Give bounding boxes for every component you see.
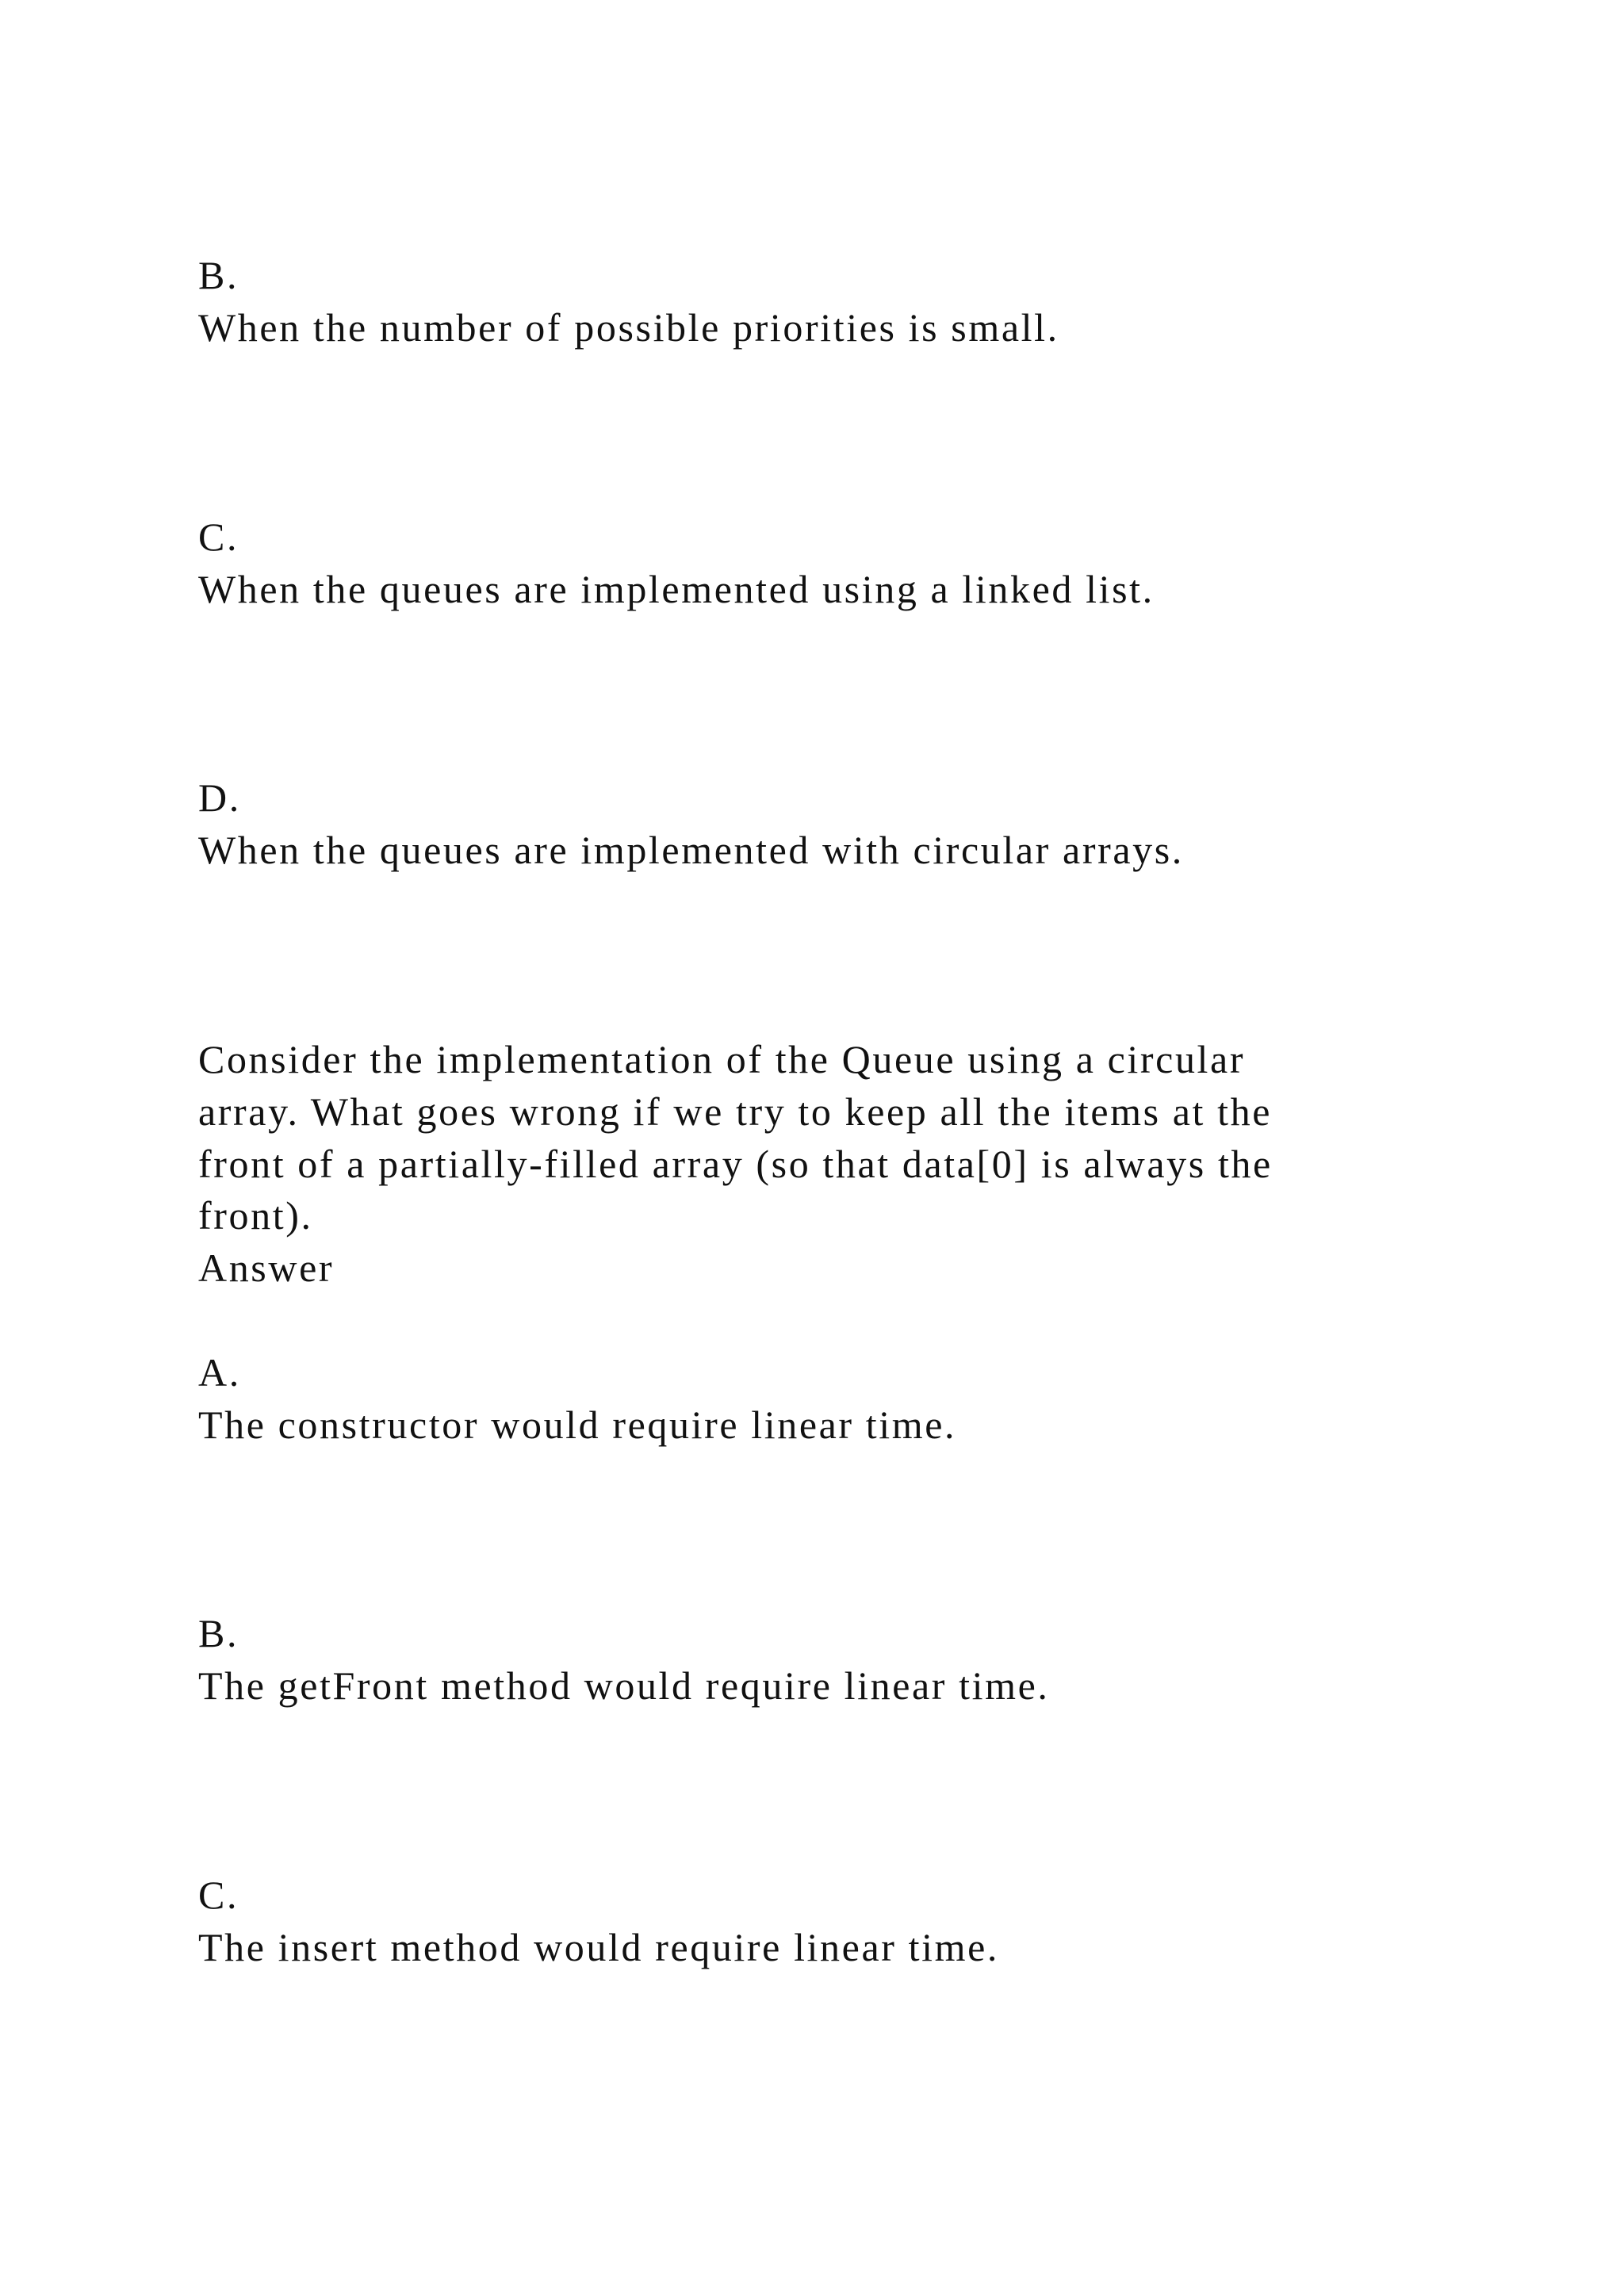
q2-option-c-text: The insert method would require linear time.: [198, 1925, 999, 1969]
q2-prompt-line: front).: [198, 1193, 313, 1238]
q2-prompt-line: Consider the implementation of the Queue using a circular: [198, 1037, 1246, 1081]
q1-option-b-letter: B.: [198, 253, 239, 297]
q1-option-b-text: When the number of possible priorities is small.: [198, 305, 1059, 350]
q2-option-a-letter: A.: [198, 1350, 241, 1395]
answer-label: Answer: [198, 1246, 335, 1290]
q2-option-a-text: The constructor would require linear time.: [198, 1402, 957, 1447]
q2-option-b-letter: B.: [198, 1611, 239, 1655]
q2-prompt-line: front of a partially-filled array (so that data[0] is always the: [198, 1142, 1273, 1186]
q2-prompt-line: array. What goes wrong if we try to keep all the items at the: [198, 1089, 1273, 1134]
q1-option-d-text: When the queues are implemented with circular arrays.: [198, 828, 1184, 872]
q1-option-c-letter: C.: [198, 515, 239, 559]
q1-option-c-text: When the queues are implemented using a linked list.: [198, 567, 1155, 611]
q2-option-c-letter: C.: [198, 1873, 239, 1917]
q2-option-b-text: The getFront method would require linear time.: [198, 1663, 1050, 1708]
q1-option-d-letter: D.: [198, 775, 241, 820]
